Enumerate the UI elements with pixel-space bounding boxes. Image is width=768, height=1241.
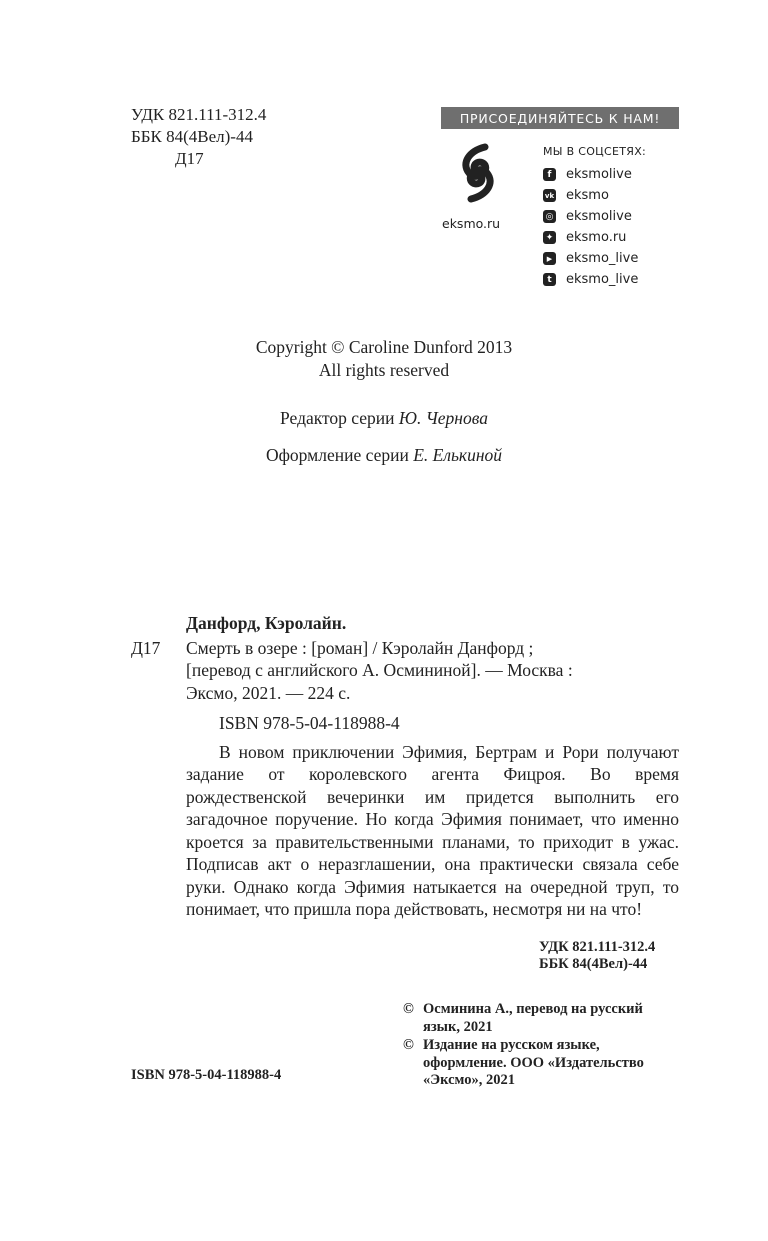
twitter-icon: t: [543, 273, 556, 286]
social-title: МЫ В СОЦСЕТЯХ:: [543, 145, 647, 158]
bbk-code: ББК 84(4Вел)-44: [131, 127, 253, 146]
copyright-symbol: ©: [403, 1037, 414, 1053]
social-label: eksmolive: [566, 167, 632, 182]
social-label: eksmolive: [566, 209, 632, 224]
vk-icon: vk: [543, 189, 556, 202]
series-editor-name: Ю. Чернова: [398, 408, 488, 428]
copyright-symbol: ©: [403, 1001, 414, 1017]
social-label: eksmo: [566, 188, 609, 203]
footer-bbk: ББК 84(4Вел)-44: [539, 956, 648, 972]
social-item-facebook[interactable]: [543, 164, 638, 185]
social-item-instagram[interactable]: [543, 206, 638, 227]
social-label: eksmo_live: [566, 251, 639, 266]
author-mark: Д17: [175, 149, 204, 168]
footer-classification: [539, 939, 655, 973]
social-label: eksmo.ru: [566, 230, 627, 245]
catalog-isbn: ISBN 978-5-04-118988-4: [219, 713, 400, 733]
annotation: В новом приключении Эфимия, Бертрам и Рори получают задание от королевского агента Фицроя. Во время рождественской вечеринки им придется выполнить его загадочное поручение. Но когда Эфимия понимает, что именно кроется за правительственными планами, то приходит в ужас. Подписав акт о неразглашении, она практически связала себе руки. Однако когда Эфимия натыкается на очередной труп, то понимает, что пришла пора действовать, несмотря ни на что!: [186, 741, 679, 919]
copyright-text: Издание на русском языке, оформление. ООО «Издательство «Эксмо», 2021: [423, 1037, 644, 1088]
social-item-twitter[interactable]: [543, 269, 638, 290]
series-design-label: Оформление серии: [265, 445, 409, 465]
social-item-ok[interactable]: [543, 227, 638, 248]
catalog-title-line: Смерть в озере : [роман] / Кэролайн Данфорд ;: [186, 637, 534, 658]
social-item-vk[interactable]: [543, 185, 638, 206]
series-editor-label: Редактор серии: [280, 408, 395, 428]
rights-line: All rights reserved: [318, 360, 450, 380]
footer-udk: УДК 821.111-312.4: [539, 939, 656, 955]
eksmo-logo-icon: [455, 143, 501, 203]
catalog-title-line: [перевод с английского А. Осмининой]. — Москва :: [186, 660, 573, 680]
catalog-title-row: [131, 637, 679, 660]
copyright-text: Осминина А., перевод на русский язык, 2021: [423, 1001, 643, 1035]
social-item-youtube[interactable]: [543, 248, 638, 269]
catalog-code: Д17: [131, 637, 161, 658]
youtube-icon: ▶: [543, 252, 556, 265]
ok-icon: ✦: [543, 231, 556, 244]
publisher-site[interactable]: eksmo.ru: [442, 216, 501, 231]
copyright-notice: [403, 1001, 679, 1036]
instagram-icon: ◎: [543, 210, 556, 223]
catalog-title-line: Эксмо, 2021. — 224 с.: [186, 682, 351, 703]
catalog-card: [131, 612, 679, 921]
copyright-notices: [403, 1001, 679, 1091]
social-list: [543, 164, 638, 290]
footer-isbn: ISBN 978-5-04-118988-4: [131, 1067, 282, 1083]
classification-block: [131, 104, 266, 170]
series-editor: [0, 408, 768, 429]
udk-code: УДК 821.111-312.4: [131, 105, 267, 124]
social-label: eksmo_live: [566, 272, 639, 287]
facebook-icon: f: [543, 168, 556, 181]
catalog-author: Данфорд, Кэролайн.: [186, 613, 347, 633]
series-design: [0, 445, 768, 466]
series-design-name: Е. Елькиной: [413, 445, 503, 465]
join-banner: ПРИСОЕДИНЯЙТЕСЬ К НАМ!: [441, 107, 679, 129]
copyright-line: Copyright © Caroline Dunford 2013: [255, 337, 513, 357]
copyright-notice: [403, 1037, 679, 1090]
